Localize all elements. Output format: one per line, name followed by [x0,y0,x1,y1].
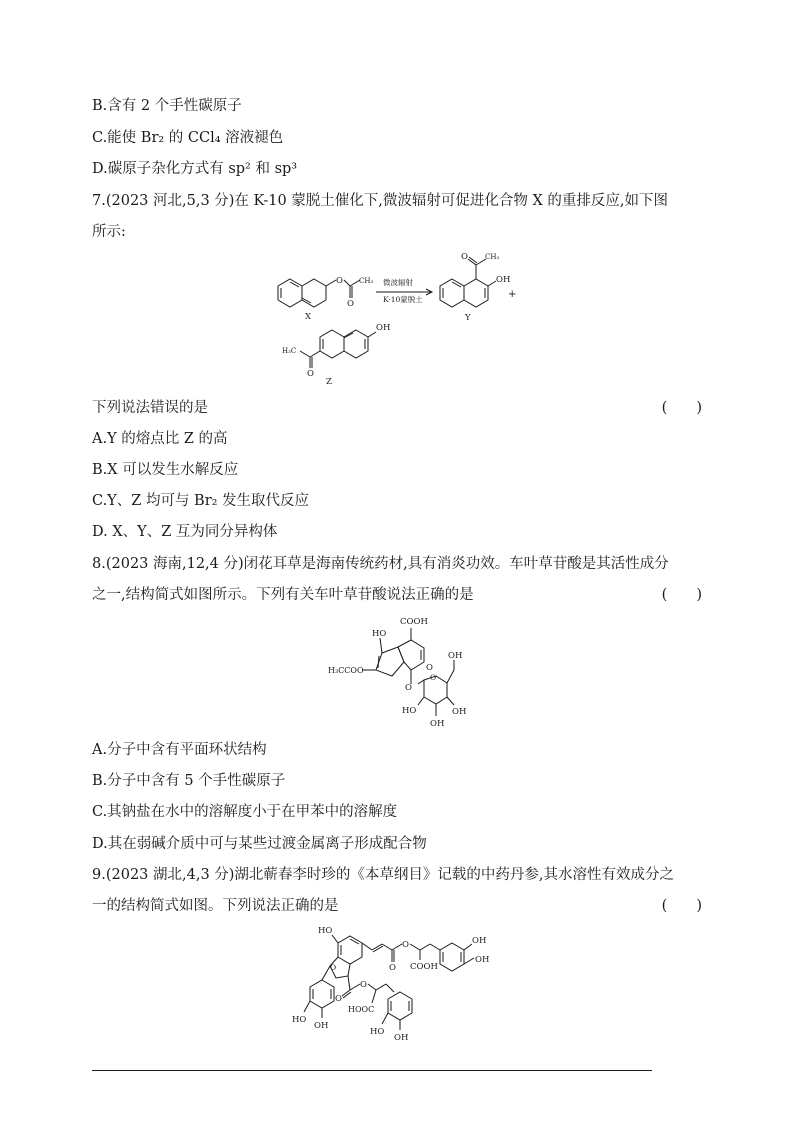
plus-sign: + [508,289,517,300]
q9-furan-oxygen: O [330,963,337,972]
z-methyl: H₃C [282,347,297,355]
q7-option-a: A.Y 的熔点比 Z 的高 [92,431,228,447]
q6-option-b: B.含有 2 个手性碳原子 [92,98,242,114]
q8-ch2oh-label: OH [448,651,463,661]
condition-top: 微波辐射 [383,278,413,287]
q7-option-d: D. X、Y、Z 互为同分异构体 [92,524,278,540]
z-hydroxyl: OH [376,323,391,333]
y-methyl: CH₃ [485,253,500,261]
q8-option-b: B.分子中含有 5 个手性碳原子 [92,773,286,789]
q9-ester-oxygen-1: O [402,940,409,950]
q8-oh-label-1: OH [452,707,467,717]
z-carbonyl-oxygen: O [307,369,314,379]
q9-hooc: HOOC [348,1005,375,1014]
q7-option-c: C.Y、Z 均可与 Br₂ 发生取代反应 [92,493,310,509]
q6-option-c: C.能使 Br₂ 的 CCl₄ 溶液褪色 [92,130,284,146]
q9-ho-left-1: HO [292,1015,307,1025]
q9-ho-top: HO [318,926,333,936]
q7-answer-blank: ( ) [661,400,702,416]
q7-stem-line2: 所示: [92,224,126,240]
q8-sugar-ring-oxygen: O [430,673,437,682]
q9-oh-2: OH [475,955,490,965]
q8-stem-line2: 之一,结构简式如图所示。下列有关车叶草苷酸说法正确的是 [92,587,474,603]
q8-ho-label-2: HO [402,706,417,716]
q8-oh-label-2: OH [430,719,445,729]
q9-ester-oxygen-2: O [360,980,367,990]
q8-option-d: D.其在弱碱介质中可与某些过渡金属离子形成配合物 [92,836,427,852]
q9-ho-bottom-1: HO [370,1027,385,1037]
q9-answer-blank: ( ) [661,898,702,914]
q8-stem-line1: 8.(2023 海南,12,4 分)闭花耳草是海南传统药材,具有消炎功效。车叶草苷酸是其活性成分 [92,556,669,572]
q9-ho-left-2: OH [314,1021,329,1031]
q6-option-d: D.碳原子杂化方式有 sp² 和 sp³ [92,161,298,177]
q8-cooh-label: COOH [400,617,428,627]
q8-ring-oxygen: O [426,663,433,673]
x-carbonyl-oxygen: O [347,299,354,309]
q9-carbonyl-oxygen-1: O [389,963,396,973]
q9-oh-bottom-2: OH [394,1033,409,1043]
y-carbonyl-oxygen: O [461,252,468,262]
q9-stem-line2: 一的结构简式如图。下列说法正确的是 [92,898,339,914]
q9-carbonyl-oxygen-2: O [335,994,342,1004]
x-methyl: CH₃ [359,277,374,285]
footer-rule [92,1070,652,1071]
q7-question: 下列说法错误的是 [92,400,208,416]
q9-cooh-1: COOH [410,962,438,972]
label-y: Y [465,313,471,323]
x-ester-oxygen: O [336,276,343,286]
label-x: X [305,312,312,322]
condition-bottom: K-10蒙脱土 [383,295,423,304]
q7-stem-line1: 7.(2023 河北,5,3 分)在 K-10 蒙脱土催化下,微波辐射可促进化合物 X 的重排反应,如下图 [92,193,669,209]
label-z: Z [326,377,332,387]
q9-stem-line1: 9.(2023 湖北,4,3 分)湖北蕲春李时珍的《本草纲目》记载的中药丹参,其水溶性有效成分之 [92,867,675,883]
q7-option-b: B.X 可以发生水解反应 [92,462,239,478]
q8-option-a: A.分子中含有平面环状结构 [92,742,267,758]
q8-glycosidic-oxygen: O [405,683,412,693]
q8-acetate-label: H₃CCOO [328,666,364,675]
q8-answer-blank: ( ) [661,587,702,603]
q8-option-c: C.其钠盐在水中的溶解度小于在甲苯中的溶解度 [92,804,398,820]
y-hydroxyl: OH [496,275,511,285]
q8-ho-label: HO [372,629,387,639]
q9-oh-1: OH [472,936,487,946]
